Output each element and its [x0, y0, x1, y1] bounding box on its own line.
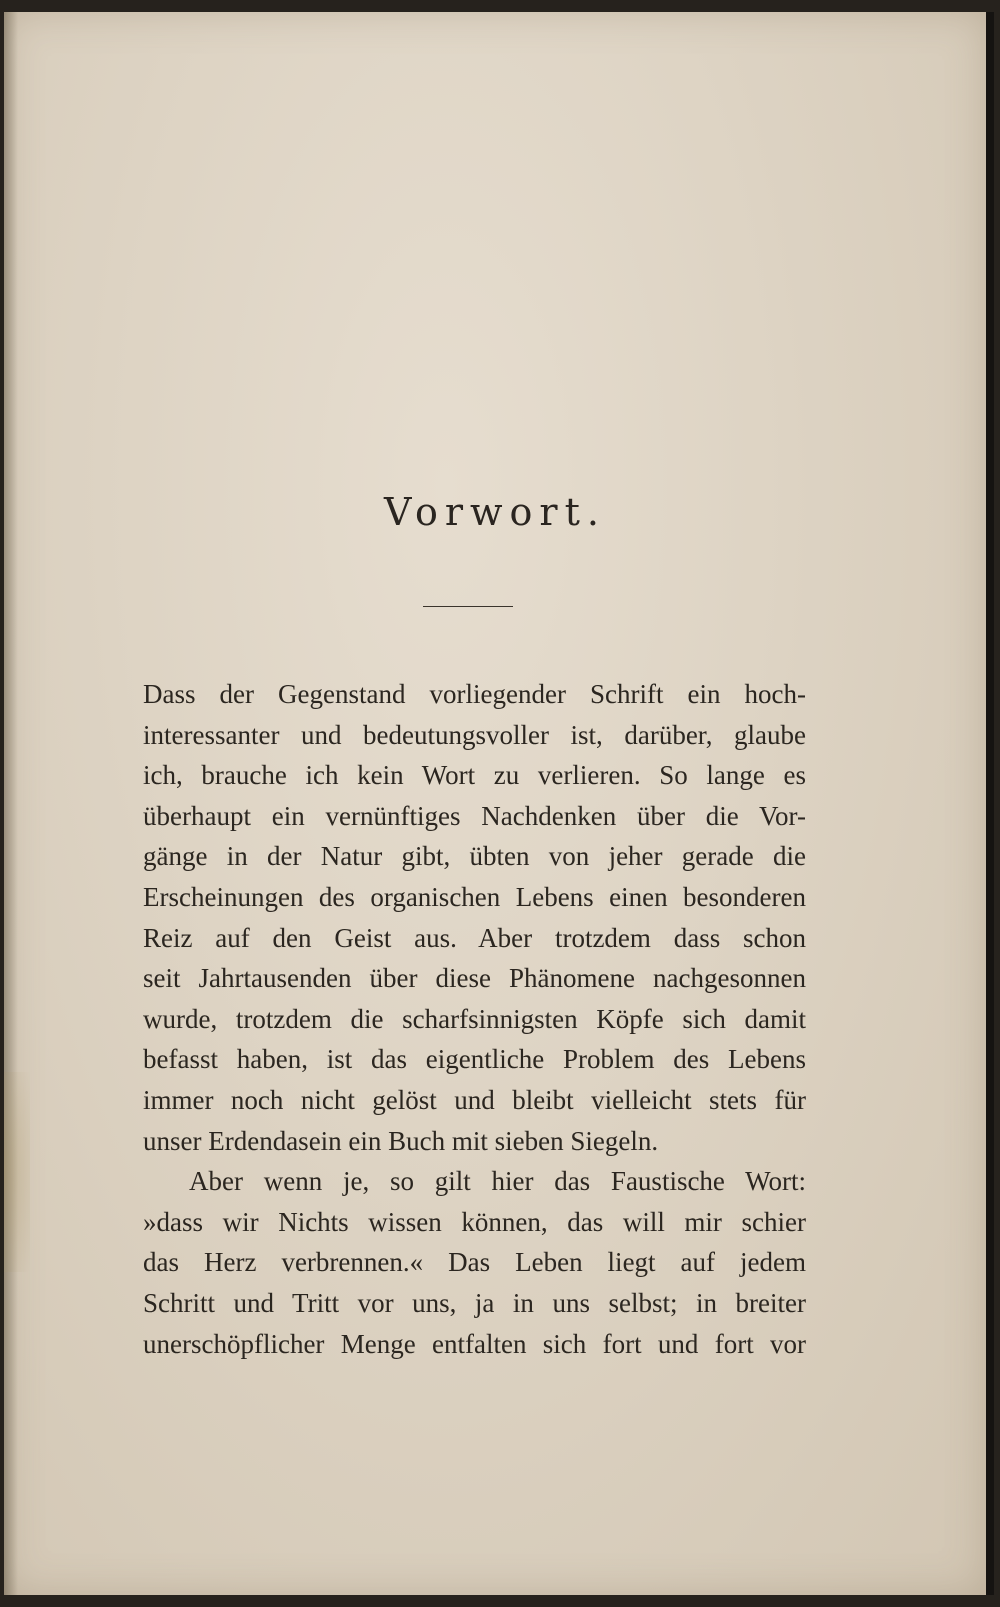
page-title: Vorwort.: [384, 490, 606, 534]
text-line: immer noch nicht gelöst und bleibt vielleicht stets für: [143, 1084, 806, 1115]
paper-stain: [4, 1072, 30, 1272]
text-line: befasst haben, ist das eigentliche Problem des Lebens: [143, 1044, 806, 1075]
text-line: Schritt und Tritt vor uns, ja in uns selbst; in breiter: [143, 1287, 806, 1318]
text-line: unser Erdendasein ein Buch mit sieben Siegeln.: [143, 1125, 659, 1156]
body-text: [143, 674, 806, 1364]
text-line: unerschöpflicher Menge entfalten sich fort und fort vor: [143, 1328, 806, 1359]
text-line: Aber wenn je, so gilt hier das Faustische Wort:: [189, 1166, 806, 1197]
text-line: überhaupt ein vernünftiges Nachdenken über die Vor-: [143, 800, 806, 831]
text-line: Dass der Gegenstand vorliegender Schrift ein hoch-: [143, 679, 806, 709]
text-line: ich, brauche ich kein Wort zu verlieren. So lange es: [143, 760, 806, 791]
text-line: »dass wir Nichts wissen können, das will mir schier: [143, 1206, 806, 1237]
text-line: Erscheinungen des organischen Lebens einen besonderen: [143, 881, 806, 912]
text-line: das Herz verbrennen.« Das Leben liegt auf jedem: [143, 1247, 806, 1278]
title-divider: [423, 606, 513, 607]
text-line: wurde, trotzdem die scharfsinnigsten Köpfe sich damit: [143, 1003, 806, 1034]
text-line: seit Jahrtausenden über diese Phänomene nachgesonnen: [143, 963, 806, 994]
text-line: interessanter und bedeutungsvoller ist, darüber, glaube: [143, 719, 806, 750]
text-line: gänge in der Natur gibt, übten von jeher gerade die: [143, 841, 806, 872]
book-page: [4, 12, 994, 1595]
spine-shadow: [4, 12, 18, 1595]
text-line: Reiz auf den Geist aus. Aber trotzdem dass schon: [143, 922, 806, 953]
